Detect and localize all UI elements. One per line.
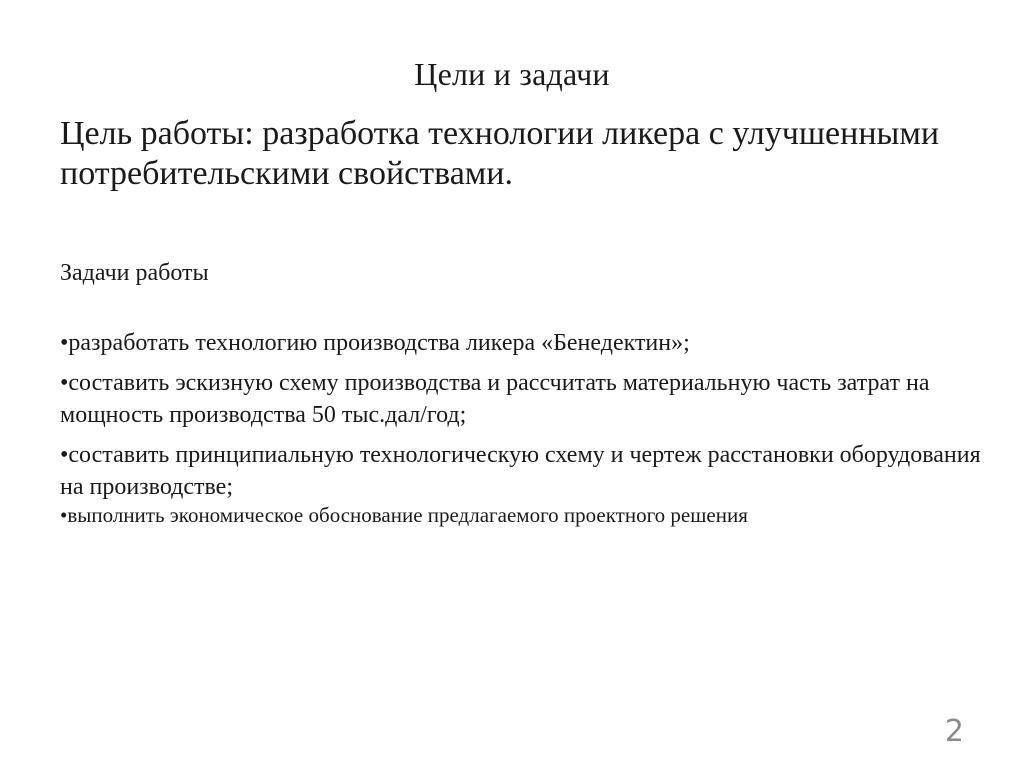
page-number: 2 bbox=[944, 714, 964, 749]
tasks-list bbox=[60, 327, 990, 527]
task-item: •выполнить экономическое обоснование предлагаемого проектного решения bbox=[60, 503, 748, 527]
goal-text: Цель работы: разработка технологии ликера с улучшенными потребительскими свойствами. bbox=[60, 115, 940, 192]
task-item: •составить эскизную схему производства и рассчитать материальную часть затрат на мощность производства 50 тыс.дал/год; bbox=[60, 370, 930, 428]
slide-title: Цели и задачи bbox=[414, 56, 610, 92]
tasks-heading: Задачи работы bbox=[60, 260, 209, 286]
task-item: •составить принципиальную технологическую схему и чертеж расстановки оборудования на производстве; bbox=[60, 442, 981, 500]
task-item: •разработать технологию производства ликера «Бенедектин»; bbox=[60, 330, 690, 356]
